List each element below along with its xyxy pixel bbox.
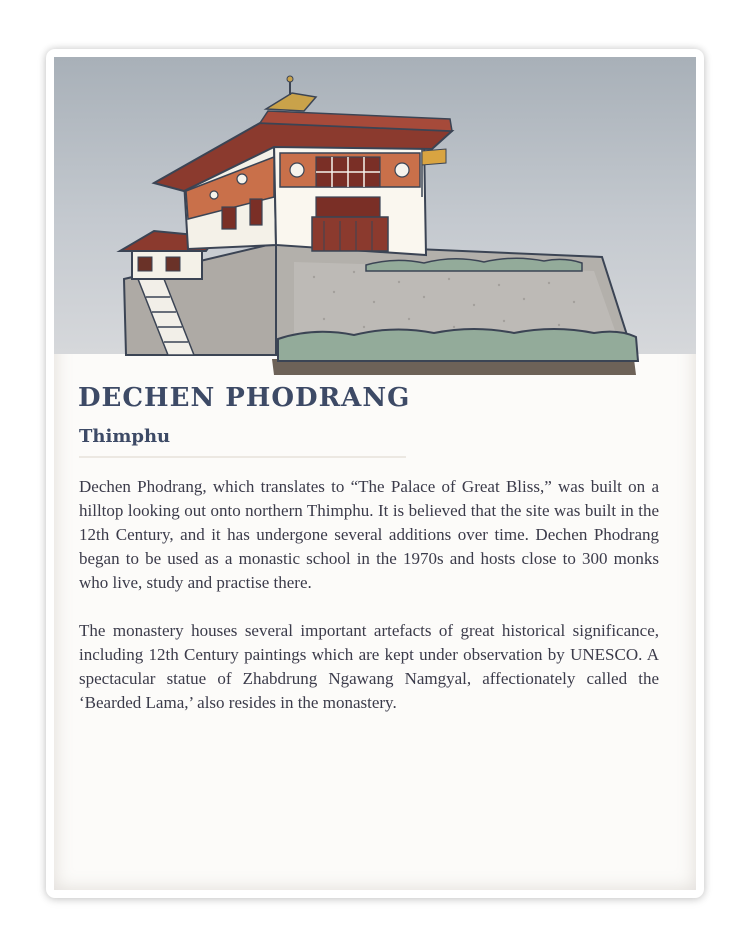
description xyxy=(79,475,659,739)
description-paragraph: The monastery houses several important artefacts of great historical significance, including 12th Century paintings which are kept under observation by UNESCO. A spectacular statue of Zhabdrung Ngawang Namgyal, affectionately called the ‘Bearded Lama,’ also resides in the monastery. xyxy=(79,621,659,712)
page-title: DECHEN PHODRANG xyxy=(78,383,411,413)
info-card xyxy=(46,49,704,898)
monastery-illustration xyxy=(54,57,696,387)
card-content xyxy=(54,57,696,890)
location-subtitle: Thimphu xyxy=(79,426,171,447)
description-paragraph: Dechen Phodrang, which translates to “The Palace of Great Bliss,” was built on a hilltop looking out onto northern Thimphu. It is believed that the site was built in the 12th Century, and it has undergone several additions over time. Dechen Phodrang began to be used as a monastic school in the 1970s and hosts close to 300 monks who live, study and practise there. xyxy=(79,477,659,592)
divider xyxy=(79,456,406,458)
